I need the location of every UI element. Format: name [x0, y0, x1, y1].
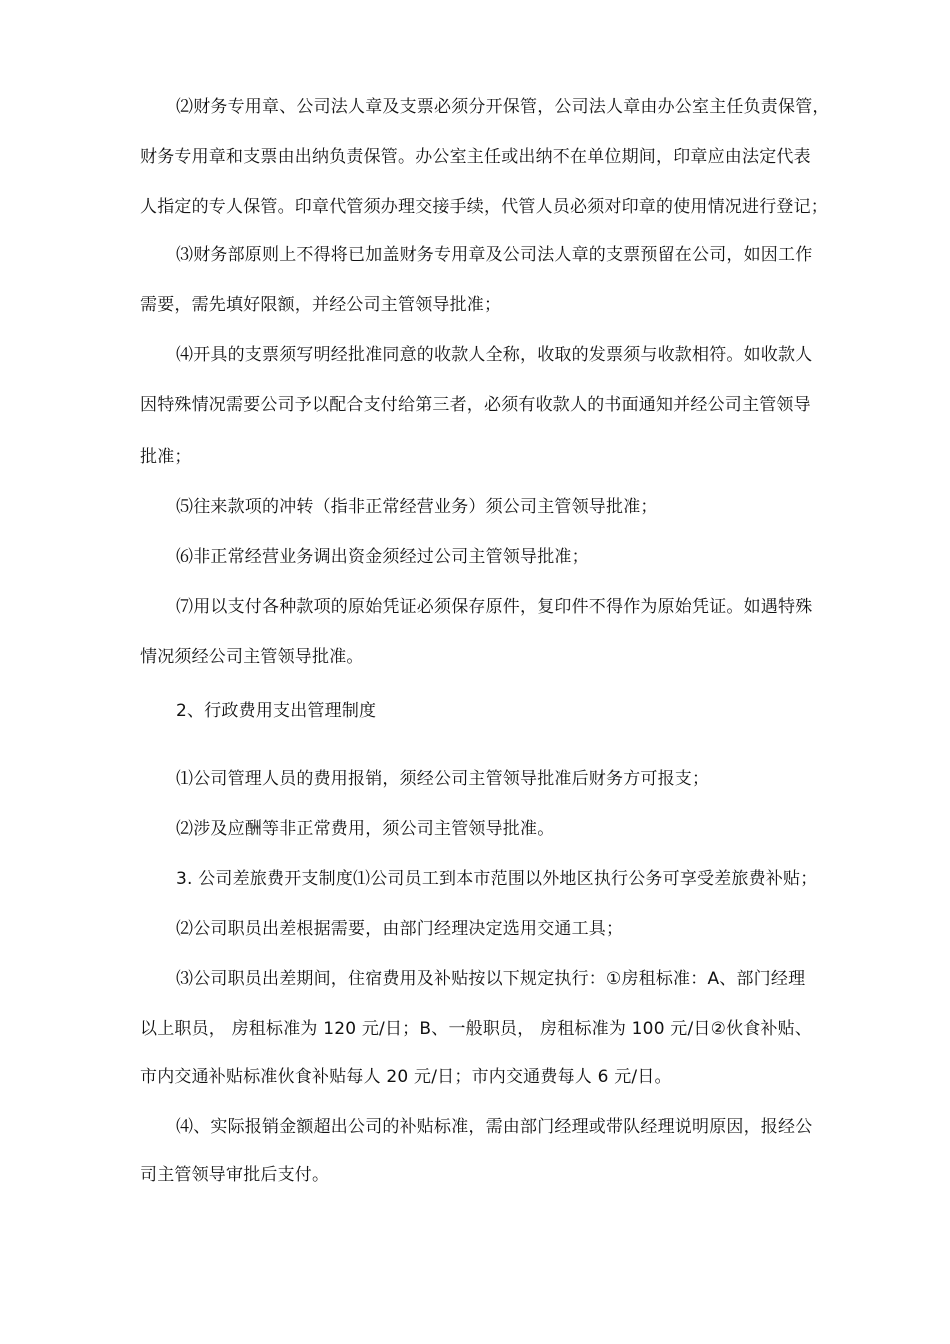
travel-item-3-line-3: 市内交通补贴标准伙食补贴每人 20 元/日；市内交通费每人 6 元/日。 — [140, 1067, 672, 1087]
paragraph-4-line-2: 因特殊情况需要公司予以配合支付给第三者，必须有收款人的书面通知并经公司主管领导 — [140, 395, 811, 415]
paragraph-2-line-3: 人指定的专人保管。印章代管须办理交接手续，代管人员必须对印章的使用情况进行登记； — [140, 197, 828, 217]
travel-item-4-line-1: ⑷、实际报销金额超出公司的补贴标准，需由部门经理或带队经理说明原因，报经公 — [176, 1117, 813, 1137]
paragraph-3-line-1: ⑶财务部原则上不得将已加盖财务专用章及公司法人章的支票预留在公司，如因工作 — [176, 245, 813, 265]
travel-item-3-line-1: ⑶公司职员出差期间，住宿费用及补贴按以下规定执行：①房租标准：A、部门经理 — [176, 969, 806, 989]
paragraph-6-line-1: ⑹非正常经营业务调出资金须经过公司主管领导批准； — [176, 547, 589, 567]
paragraph-7-line-2: 情况须经公司主管领导批准。 — [140, 647, 364, 667]
travel-item-2: ⑵公司职员出差根据需要，由部门经理决定选用交通工具； — [176, 919, 624, 939]
paragraph-2-line-2: 财务专用章和支票由出纳负责保管。办公室主任或出纳不在单位期间，印章应由法定代表 — [140, 147, 811, 167]
paragraph-2-line-1: ⑵财务专用章、公司法人章及支票必须分开保管，公司法人章由办公室主任负责保管， — [176, 97, 830, 117]
paragraph-4-line-3: 批准； — [140, 447, 192, 467]
paragraph-7-line-1: ⑺用以支付各种款项的原始凭证必须保存原件，复印件不得作为原始凭证。如遇特殊 — [176, 597, 813, 617]
travel-item-3-line-2: 以上职员， 房租标准为 120 元/日；B、一般职员， 房租标准为 100 元/日②伙食补贴、 — [140, 1019, 813, 1039]
travel-item-4-line-2: 司主管领导审批后支付。 — [140, 1165, 330, 1185]
admin-expense-item-1: ⑴公司管理人员的费用报销，须经公司主管领导批准后财务方可报支； — [176, 769, 710, 789]
section-heading-3: 3. 公司差旅费开支制度⑴公司员工到本市范围以外地区执行公务可享受差旅费补贴； — [176, 869, 818, 889]
admin-expense-item-2: ⑵涉及应酬等非正常费用，须公司主管领导批准。 — [176, 819, 555, 839]
paragraph-3-line-2: 需要，需先填好限额，并经公司主管领导批准； — [140, 295, 502, 315]
paragraph-5-line-1: ⑸往来款项的冲转（指非正常经营业务）须公司主管领导批准； — [176, 497, 658, 517]
paragraph-4-line-1: ⑷开具的支票须写明经批准同意的收款人全称，收取的发票须与收款相符。如收款人 — [176, 345, 813, 365]
section-heading-2: 2、行政费用支出管理制度 — [176, 701, 377, 721]
